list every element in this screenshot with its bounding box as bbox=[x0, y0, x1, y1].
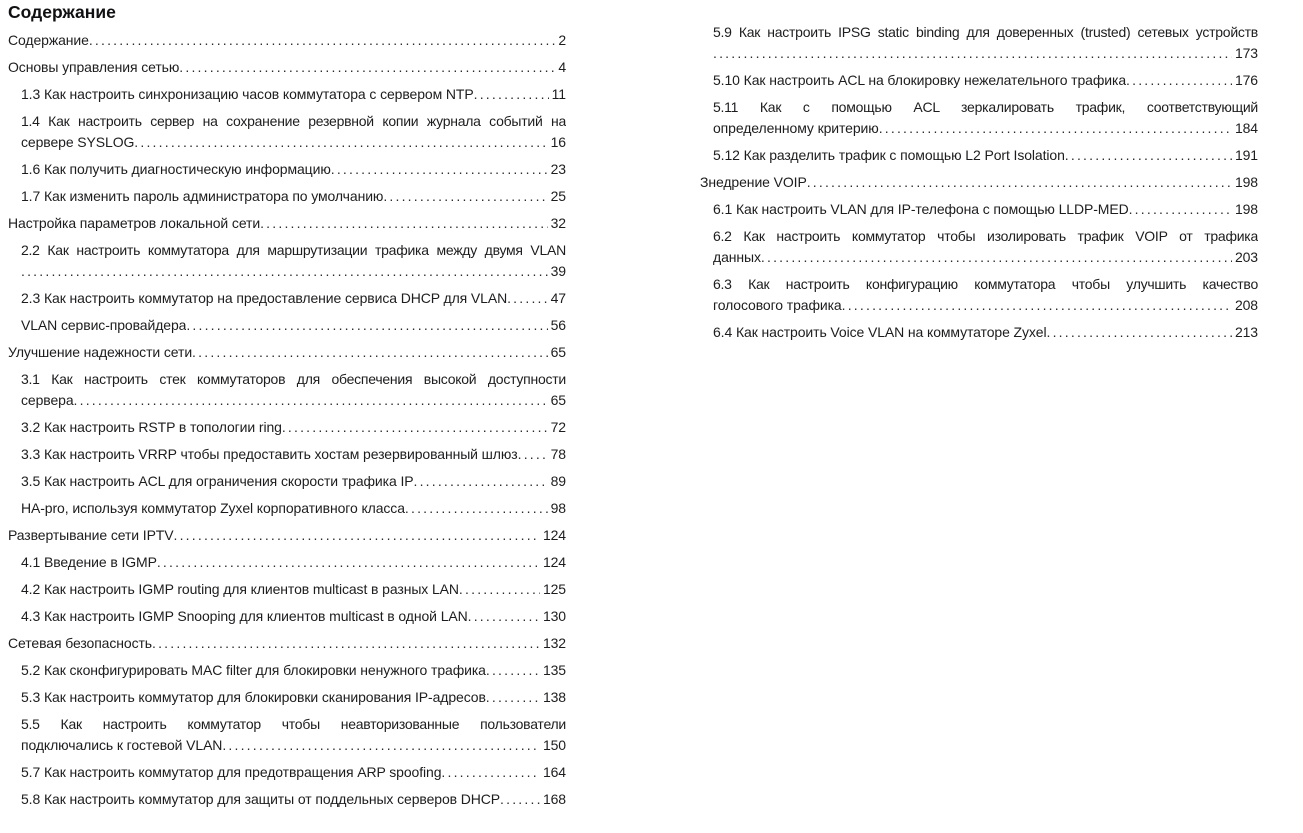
toc-line-text: 5.3 Как настроить коммутатор для блокировки сканирования IP-адресов bbox=[21, 689, 486, 705]
toc-line bbox=[713, 118, 1258, 139]
page-number: 56 bbox=[550, 317, 566, 333]
toc-line bbox=[21, 762, 566, 783]
toc-line-text: сервере SYSLOG bbox=[21, 134, 135, 150]
page-number: 132 bbox=[542, 635, 566, 651]
dot-leader bbox=[500, 789, 540, 810]
page-number: 23 bbox=[550, 161, 566, 177]
toc-line bbox=[21, 390, 566, 411]
toc-line-text: подключались к гостевой VLAN bbox=[21, 737, 223, 753]
toc-entry bbox=[8, 660, 566, 681]
page-number: 176 bbox=[1234, 72, 1258, 88]
toc-entry bbox=[700, 97, 1258, 139]
page-number: 135 bbox=[542, 662, 566, 678]
dot-leader bbox=[1047, 322, 1232, 343]
toc-line bbox=[21, 417, 566, 438]
toc-line bbox=[700, 172, 1258, 193]
toc-line bbox=[8, 525, 566, 546]
page-number: 124 bbox=[542, 554, 566, 570]
page-number: 72 bbox=[550, 419, 566, 435]
page-number: 198 bbox=[1234, 174, 1258, 190]
dot-leader bbox=[807, 172, 1232, 193]
toc-entry bbox=[8, 186, 566, 207]
page-number: 168 bbox=[542, 791, 566, 807]
dot-leader bbox=[842, 295, 1232, 316]
page-number: 32 bbox=[550, 215, 566, 231]
toc-line bbox=[21, 186, 566, 207]
toc-entry bbox=[700, 274, 1258, 316]
toc-line-text: данных bbox=[713, 249, 761, 265]
dot-leader bbox=[152, 633, 540, 654]
toc-line-text: 3.5 Как настроить ACL для ограничения скорости трафика IP bbox=[21, 473, 414, 489]
toc-line-text: определенному критерию bbox=[713, 120, 879, 136]
dot-leader bbox=[21, 261, 548, 282]
toc-line bbox=[8, 342, 566, 363]
toc-entry bbox=[8, 30, 566, 51]
toc-line-text: Развертывание сети IPTV bbox=[8, 527, 174, 543]
toc-line-text: 5.10 Как настроить ACL на блокировку нежелательного трафика bbox=[713, 72, 1127, 88]
dot-leader bbox=[405, 498, 548, 519]
toc-line bbox=[21, 288, 566, 309]
toc-line bbox=[713, 199, 1258, 220]
dot-leader bbox=[1129, 199, 1232, 220]
dot-leader bbox=[761, 247, 1232, 268]
toc-line bbox=[713, 43, 1258, 64]
toc-entry bbox=[700, 322, 1258, 343]
toc-line-text: Настройка параметров локальной сети bbox=[8, 215, 261, 231]
toc-line-text: 1.6 Как получить диагностическую информацию bbox=[21, 161, 331, 177]
toc-entry bbox=[8, 288, 566, 309]
toc-entry bbox=[8, 84, 566, 105]
toc-line bbox=[21, 735, 566, 756]
dot-leader bbox=[468, 606, 540, 627]
page-number: 11 bbox=[551, 86, 566, 102]
toc-line-text: HA-pro, используя коммутатор Zyxel корпоративного класса bbox=[21, 500, 405, 516]
dot-leader bbox=[174, 525, 540, 546]
page-number: 78 bbox=[550, 446, 566, 462]
toc-entry bbox=[8, 606, 566, 627]
dot-leader bbox=[459, 579, 540, 600]
toc-line-text: 1.7 Как изменить пароль администратора по умолчанию bbox=[21, 188, 384, 204]
toc-line bbox=[21, 159, 566, 180]
toc-line-text: 1.3 Как настроить синхронизацию часов коммутатора с сервером NTP bbox=[21, 86, 474, 102]
dot-leader bbox=[260, 213, 548, 234]
toc-entry bbox=[8, 687, 566, 708]
toc-entries-left bbox=[8, 30, 566, 810]
dot-leader bbox=[282, 417, 548, 438]
toc-line bbox=[21, 789, 566, 810]
toc-line bbox=[21, 261, 566, 282]
page-number: 130 bbox=[542, 608, 566, 624]
dot-leader bbox=[179, 57, 555, 78]
toc-line-text: 5.5 Как настроить коммутатор чтобы неавторизованные пользователи bbox=[21, 716, 566, 732]
toc-line bbox=[21, 498, 566, 519]
toc-line bbox=[21, 606, 566, 627]
dot-leader bbox=[186, 315, 547, 336]
page-number: 208 bbox=[1234, 297, 1258, 313]
toc-line bbox=[21, 315, 566, 336]
toc-entry bbox=[8, 111, 566, 153]
toc-entry bbox=[8, 714, 566, 756]
toc-entry bbox=[700, 226, 1258, 268]
toc-entry bbox=[8, 579, 566, 600]
toc-line-text: 5.12 Как разделить трафик с помощью L2 Port Isolation bbox=[713, 147, 1065, 163]
toc-entry bbox=[8, 444, 566, 465]
page-number: 98 bbox=[550, 500, 566, 516]
dot-leader bbox=[222, 735, 540, 756]
page-number: 184 bbox=[1234, 120, 1258, 136]
dot-leader bbox=[486, 660, 540, 681]
page-title: Содержание bbox=[8, 2, 116, 22]
toc-entry bbox=[8, 159, 566, 180]
toc-line-text: 4.1 Введение в IGMP bbox=[21, 554, 157, 570]
toc-line bbox=[713, 295, 1258, 316]
toc-entry bbox=[8, 240, 566, 282]
toc-entry bbox=[8, 552, 566, 573]
dot-leader bbox=[134, 132, 547, 153]
toc-entries-right bbox=[700, 22, 1258, 343]
dot-leader bbox=[383, 186, 547, 207]
page-number: 173 bbox=[1234, 45, 1258, 61]
toc-entry bbox=[700, 172, 1258, 193]
toc-line-text: голосового трафика bbox=[713, 297, 842, 313]
page-number: 164 bbox=[542, 764, 566, 780]
toc-line-text: 6.4 Как настроить Voice VLAN на коммутаторе Zyxel bbox=[713, 324, 1047, 340]
toc-line-text: 6.3 Как настроить конфигурацию коммутатора чтобы улучшить качество bbox=[713, 276, 1258, 292]
toc-entry bbox=[8, 315, 566, 336]
toc-line bbox=[713, 145, 1258, 166]
toc-line-text: VLAN сервис-провайдера bbox=[21, 317, 187, 333]
toc-entry bbox=[8, 471, 566, 492]
page-number: 39 bbox=[550, 263, 566, 279]
page-number: 2 bbox=[558, 32, 566, 48]
page-number: 4 bbox=[558, 59, 566, 75]
toc-entry bbox=[8, 213, 566, 234]
toc-line-text: 2.3 Как настроить коммутатор на предоставление сервиса DHCP для VLAN bbox=[21, 290, 508, 306]
page-number: 65 bbox=[550, 344, 566, 360]
toc-line-text: 5.7 Как настроить коммутатор для предотвращения ARP spoofing bbox=[21, 764, 442, 780]
toc-line-text: 2.2 Как настроить коммутатора для маршрутизации трафика между двумя VLAN bbox=[21, 242, 566, 258]
page-number: 213 bbox=[1234, 324, 1258, 340]
page-number: 125 bbox=[542, 581, 566, 597]
toc-line-text: 6.2 Как настроить коммутатор чтобы изолировать трафик VOIP от трафика bbox=[713, 228, 1258, 244]
toc-line bbox=[713, 70, 1258, 91]
page-number: 65 bbox=[550, 392, 566, 408]
page-number: 16 bbox=[550, 134, 566, 150]
toc-entry bbox=[8, 342, 566, 363]
page-number: 198 bbox=[1234, 201, 1258, 217]
toc-entry bbox=[700, 70, 1258, 91]
toc-entry bbox=[8, 633, 566, 654]
toc-entry bbox=[8, 369, 566, 411]
toc-line-text: 4.3 Как настроить IGMP Snooping для клиентов multicast в одной LAN bbox=[21, 608, 468, 624]
toc-line-text: сервера bbox=[21, 392, 74, 408]
page-number: 191 bbox=[1234, 147, 1258, 163]
toc-line bbox=[8, 633, 566, 654]
page-number: 124 bbox=[542, 527, 566, 543]
toc-line bbox=[8, 57, 566, 78]
toc-line bbox=[21, 84, 566, 105]
dot-leader bbox=[879, 118, 1232, 139]
toc-line-text: 3.1 Как настроить стек коммутаторов для обеспечения высокой доступности bbox=[21, 371, 566, 387]
toc-line-text: 5.9 Как настроить IPSG static binding для доверенных (trusted) сетевых устройств bbox=[713, 24, 1258, 40]
toc-line-text: 3.3 Как настроить VRRP чтобы предоставить хостам резервированный шлюз bbox=[21, 446, 518, 462]
toc-line-text: Сетевая безопасность bbox=[8, 635, 152, 651]
dot-leader bbox=[474, 84, 549, 105]
toc-line bbox=[21, 444, 566, 465]
dot-leader bbox=[157, 552, 540, 573]
toc-line bbox=[21, 687, 566, 708]
toc-line-text: 3.2 Как настроить RSTP в топологии ring bbox=[21, 419, 282, 435]
dot-leader bbox=[1065, 145, 1232, 166]
toc-left-column bbox=[8, 2, 566, 816]
toc-entry bbox=[700, 22, 1258, 64]
toc-line-text: Основы управления сетью bbox=[8, 59, 180, 75]
toc-entry bbox=[8, 57, 566, 78]
dot-leader bbox=[74, 390, 548, 411]
toc-line bbox=[21, 132, 566, 153]
toc-line-text: 4.2 Как настроить IGMP routing для клиентов multicast в разных LAN bbox=[21, 581, 459, 597]
toc-entry bbox=[8, 498, 566, 519]
toc-right-column bbox=[700, 2, 1258, 816]
dot-leader bbox=[713, 43, 1232, 64]
dot-leader bbox=[441, 762, 540, 783]
page-number: 25 bbox=[550, 188, 566, 204]
toc-line-text: 5.11 Как с помощью ACL зеркалировать трафик, соответствующий bbox=[713, 99, 1258, 115]
dot-leader bbox=[192, 342, 548, 363]
toc-line bbox=[21, 660, 566, 681]
toc-line-text: Улучшение надежности сети bbox=[8, 344, 193, 360]
toc-line-text: 1.4 Как настроить сервер на сохранение резервной копии журнала событий на bbox=[21, 113, 566, 129]
page-number: 47 bbox=[550, 290, 566, 306]
page-number: 203 bbox=[1234, 249, 1258, 265]
dot-leader bbox=[331, 159, 548, 180]
toc-line-text: Содержание bbox=[8, 32, 89, 48]
toc-line bbox=[21, 471, 566, 492]
toc-entry bbox=[8, 789, 566, 810]
dot-leader bbox=[518, 444, 548, 465]
dot-leader bbox=[507, 288, 548, 309]
toc-line bbox=[713, 322, 1258, 343]
toc-entry bbox=[8, 762, 566, 783]
toc-entry bbox=[8, 525, 566, 546]
toc-line-text: 5.8 Как настроить коммутатор для защиты от поддельных серверов DHCP bbox=[21, 791, 501, 807]
dot-leader bbox=[89, 30, 555, 51]
toc-line bbox=[21, 579, 566, 600]
page-number: 89 bbox=[550, 473, 566, 489]
toc-line bbox=[713, 247, 1258, 268]
dot-leader bbox=[1126, 70, 1232, 91]
dot-leader bbox=[486, 687, 540, 708]
toc-entry bbox=[8, 417, 566, 438]
toc-line-text: 5.2 Как сконфигурировать MAC filter для блокировки ненужного трафика bbox=[21, 662, 486, 678]
dot-leader bbox=[413, 471, 547, 492]
page-number: 150 bbox=[542, 737, 566, 753]
toc-entry bbox=[700, 145, 1258, 166]
toc-line-text: 6.1 Как настроить VLAN для IP-телефона с помощью LLDP-MED bbox=[713, 201, 1129, 217]
toc-line bbox=[8, 30, 566, 51]
page-number: 138 bbox=[542, 689, 566, 705]
toc-line-text: Знедрение VOIP bbox=[700, 174, 807, 190]
toc-entry bbox=[700, 199, 1258, 220]
toc-line bbox=[21, 552, 566, 573]
toc-line bbox=[8, 213, 566, 234]
